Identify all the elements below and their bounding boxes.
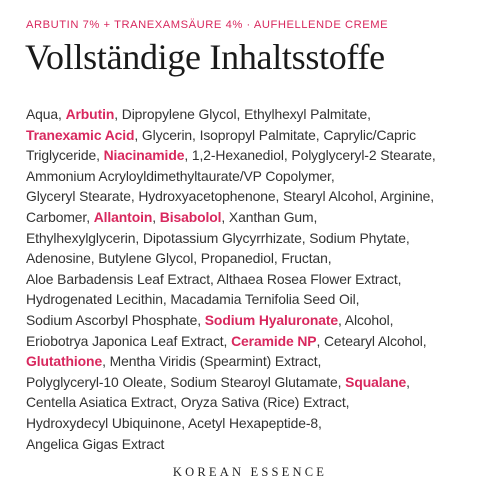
ingredient-text: , Xanthan Gum,: [221, 208, 318, 225]
ingredient-text: , Alcohol,: [338, 311, 394, 328]
page-title: Vollständige Inhaltsstoffe: [25, 37, 385, 77]
highlighted-ingredient: Glutathione: [26, 353, 103, 370]
ingredient-text: ,: [152, 208, 160, 225]
ingredient-text: Hydroxydecyl Ubiquinone, Acetyl Hexapeptide-8,: [26, 414, 322, 431]
ingredient-text: Centella Asiatica Extract, Oryza Sativa (Rice) Extract,: [26, 394, 350, 411]
highlighted-ingredient: Ceramide NP: [231, 332, 317, 349]
ingredient-text: Glyceryl Stearate, Hydroxyacetophenone, Stearyl Alcohol, Arginine,: [26, 188, 435, 205]
ingredient-line: [26, 331, 496, 352]
highlighted-ingredient: Sodium Hyaluronate: [204, 311, 339, 328]
ingredient-line: [26, 289, 496, 310]
ingredient-text: Ethylhexylglycerin, Dipotassium Glycyrrhizate, Sodium Phytate,: [26, 229, 410, 246]
ingredient-text: Hydrogenated Lecithin, Macadamia Ternifolia Seed Oil,: [26, 291, 360, 308]
ingredient-text: , Glycerin, Isopropyl Palmitate, Caprylic/Capric: [134, 126, 416, 143]
ingredient-line: [26, 125, 496, 146]
ingredient-text: Polyglyceryl-10 Oleate, Sodium Stearoyl Glutamate,: [26, 373, 346, 390]
ingredient-text: Aqua,: [26, 106, 66, 122]
highlighted-ingredient: Tranexamic Acid: [26, 126, 135, 143]
ingredient-line: [26, 434, 496, 455]
highlighted-ingredient: Allantoin: [93, 208, 153, 225]
highlighted-ingredient: Arbutin: [65, 106, 115, 122]
ingredient-text: Sodium Ascorbyl Phosphate,: [26, 311, 205, 328]
ingredient-line: [26, 228, 496, 249]
ingredient-list: [26, 104, 496, 454]
ingredient-text: ,: [406, 373, 410, 390]
ingredient-line: [26, 392, 496, 413]
highlighted-ingredient: Bisabolol: [159, 208, 222, 225]
ingredient-line: [26, 372, 496, 393]
highlighted-ingredient: Niacinamide: [103, 147, 185, 164]
ingredient-line: [26, 207, 496, 228]
ingredient-line: [26, 104, 496, 125]
ingredient-text: , Cetearyl Alcohol,: [316, 332, 427, 349]
ingredient-line: [26, 166, 496, 187]
ingredient-text: Carbomer,: [26, 208, 94, 225]
highlighted-ingredient: Squalane: [345, 373, 407, 390]
ingredient-text: Eriobotrya Japonica Leaf Extract,: [26, 332, 232, 349]
ingredient-line: [26, 186, 496, 207]
ingredient-text: Angelica Gigas Extract: [26, 435, 165, 452]
ingredient-line: [26, 310, 496, 331]
ingredient-text: , Dipropylene Glycol, Ethylhexyl Palmitate,: [114, 106, 371, 122]
brand-footer: KOREAN ESSENCE: [172, 465, 328, 479]
ingredient-text: Adenosine, Butylene Glycol, Propanediol, Fructan,: [26, 250, 332, 267]
ingredient-line: [26, 413, 496, 434]
ingredient-text: , 1,2-Hexanediol, Polyglyceryl-2 Stearate,: [184, 147, 436, 164]
ingredient-text: Triglyceride,: [26, 147, 104, 164]
ingredient-line: [26, 248, 496, 269]
product-subtitle: ARBUTIN 7% + TRANEXAMSÄURE 4% · AUFHELLENDE CREME: [26, 19, 389, 31]
ingredient-text: Ammonium Acryloyldimethyltaurate/VP Copolymer,: [26, 167, 335, 184]
ingredient-line: [26, 145, 496, 166]
ingredient-text: Aloe Barbadensis Leaf Extract, Althaea Rosea Flower Extract,: [26, 270, 402, 287]
ingredient-line: [26, 269, 496, 290]
ingredient-text: , Mentha Viridis (Spearmint) Extract,: [102, 353, 322, 370]
ingredient-line: [26, 351, 496, 372]
